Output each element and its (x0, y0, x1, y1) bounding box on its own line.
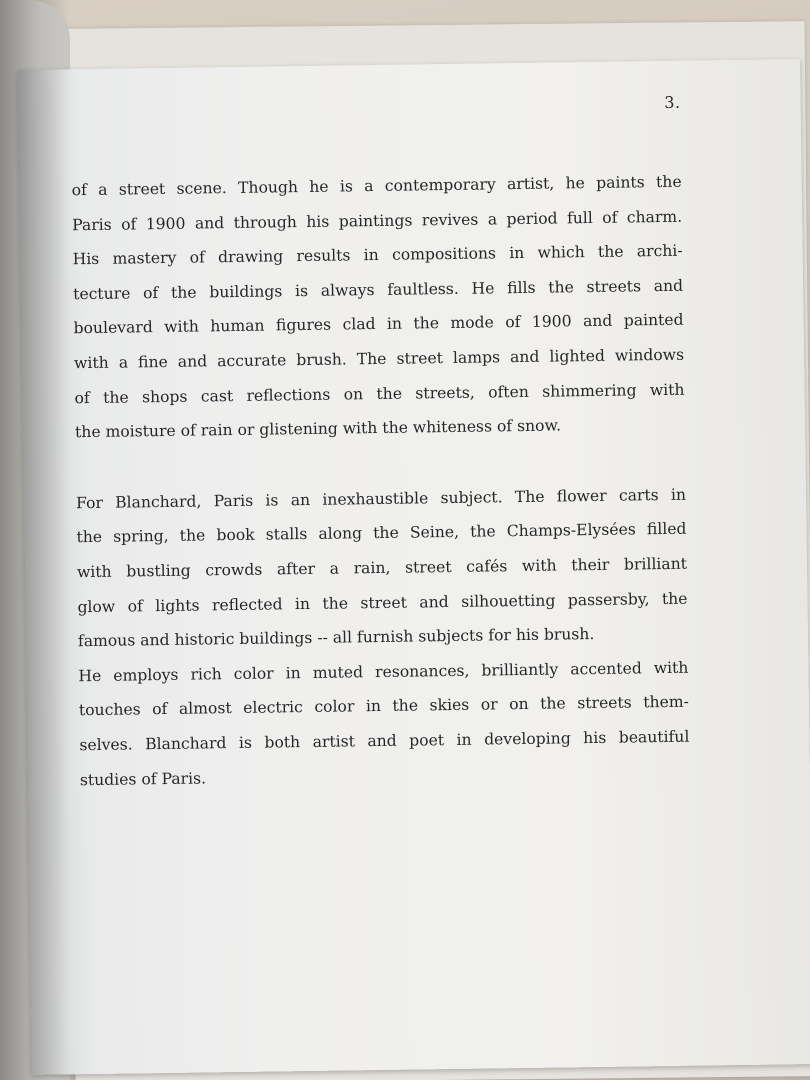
page-number: 3. (664, 92, 681, 112)
text-line: tecture of the buildings is always faultless. He fills the streets and (73, 276, 684, 304)
text-block (71, 165, 690, 798)
text-line: Paris of 1900 and through his paintings revives a period full of charm. (72, 207, 683, 234)
paragraph-1 (71, 165, 685, 450)
text-line: the moisture of rain or glistening with the whiteness of snow. (74, 416, 562, 442)
text-line: famous and historic buildings -- all furnish subjects for his brush. (77, 625, 595, 651)
text-line: For Blanchard, Paris is an inexhaustible subject. The flower carts in (75, 485, 687, 512)
text-line: of a street scene. Though he is a contemporary artist, he paints the (71, 172, 682, 200)
text-line: touches of almost electric color in the skies or on the streets them- (78, 693, 690, 720)
text-line: His mastery of drawing results in compositions in which the archi- (72, 241, 683, 269)
document-page (18, 59, 810, 1075)
text-line: He employs rich color in muted resonances, brilliantly accented with (78, 658, 689, 685)
text-line: of the shops cast reflections on the streets, often shimmering with (74, 380, 685, 407)
text-line: studies of Paris. (79, 768, 207, 789)
text-line: with a fine and accurate brush. The street lamps and lighted windows (73, 345, 685, 373)
text-line: glow of lights reflected in the street and silhouetting passersby, the (77, 589, 688, 616)
text-line: boulevard with human figures clad in the mode of 1900 and painted (73, 311, 684, 338)
paragraph-2 (76, 477, 690, 797)
text-line: selves. Blanchard is both artist and poet in developing his beautiful (79, 727, 690, 755)
text-line: with bustling crowds after a rain, street cafés with their brilliant (76, 554, 688, 582)
text-line: the spring, the book stalls along the Seine, the Champs-Elysées filled (76, 520, 687, 547)
